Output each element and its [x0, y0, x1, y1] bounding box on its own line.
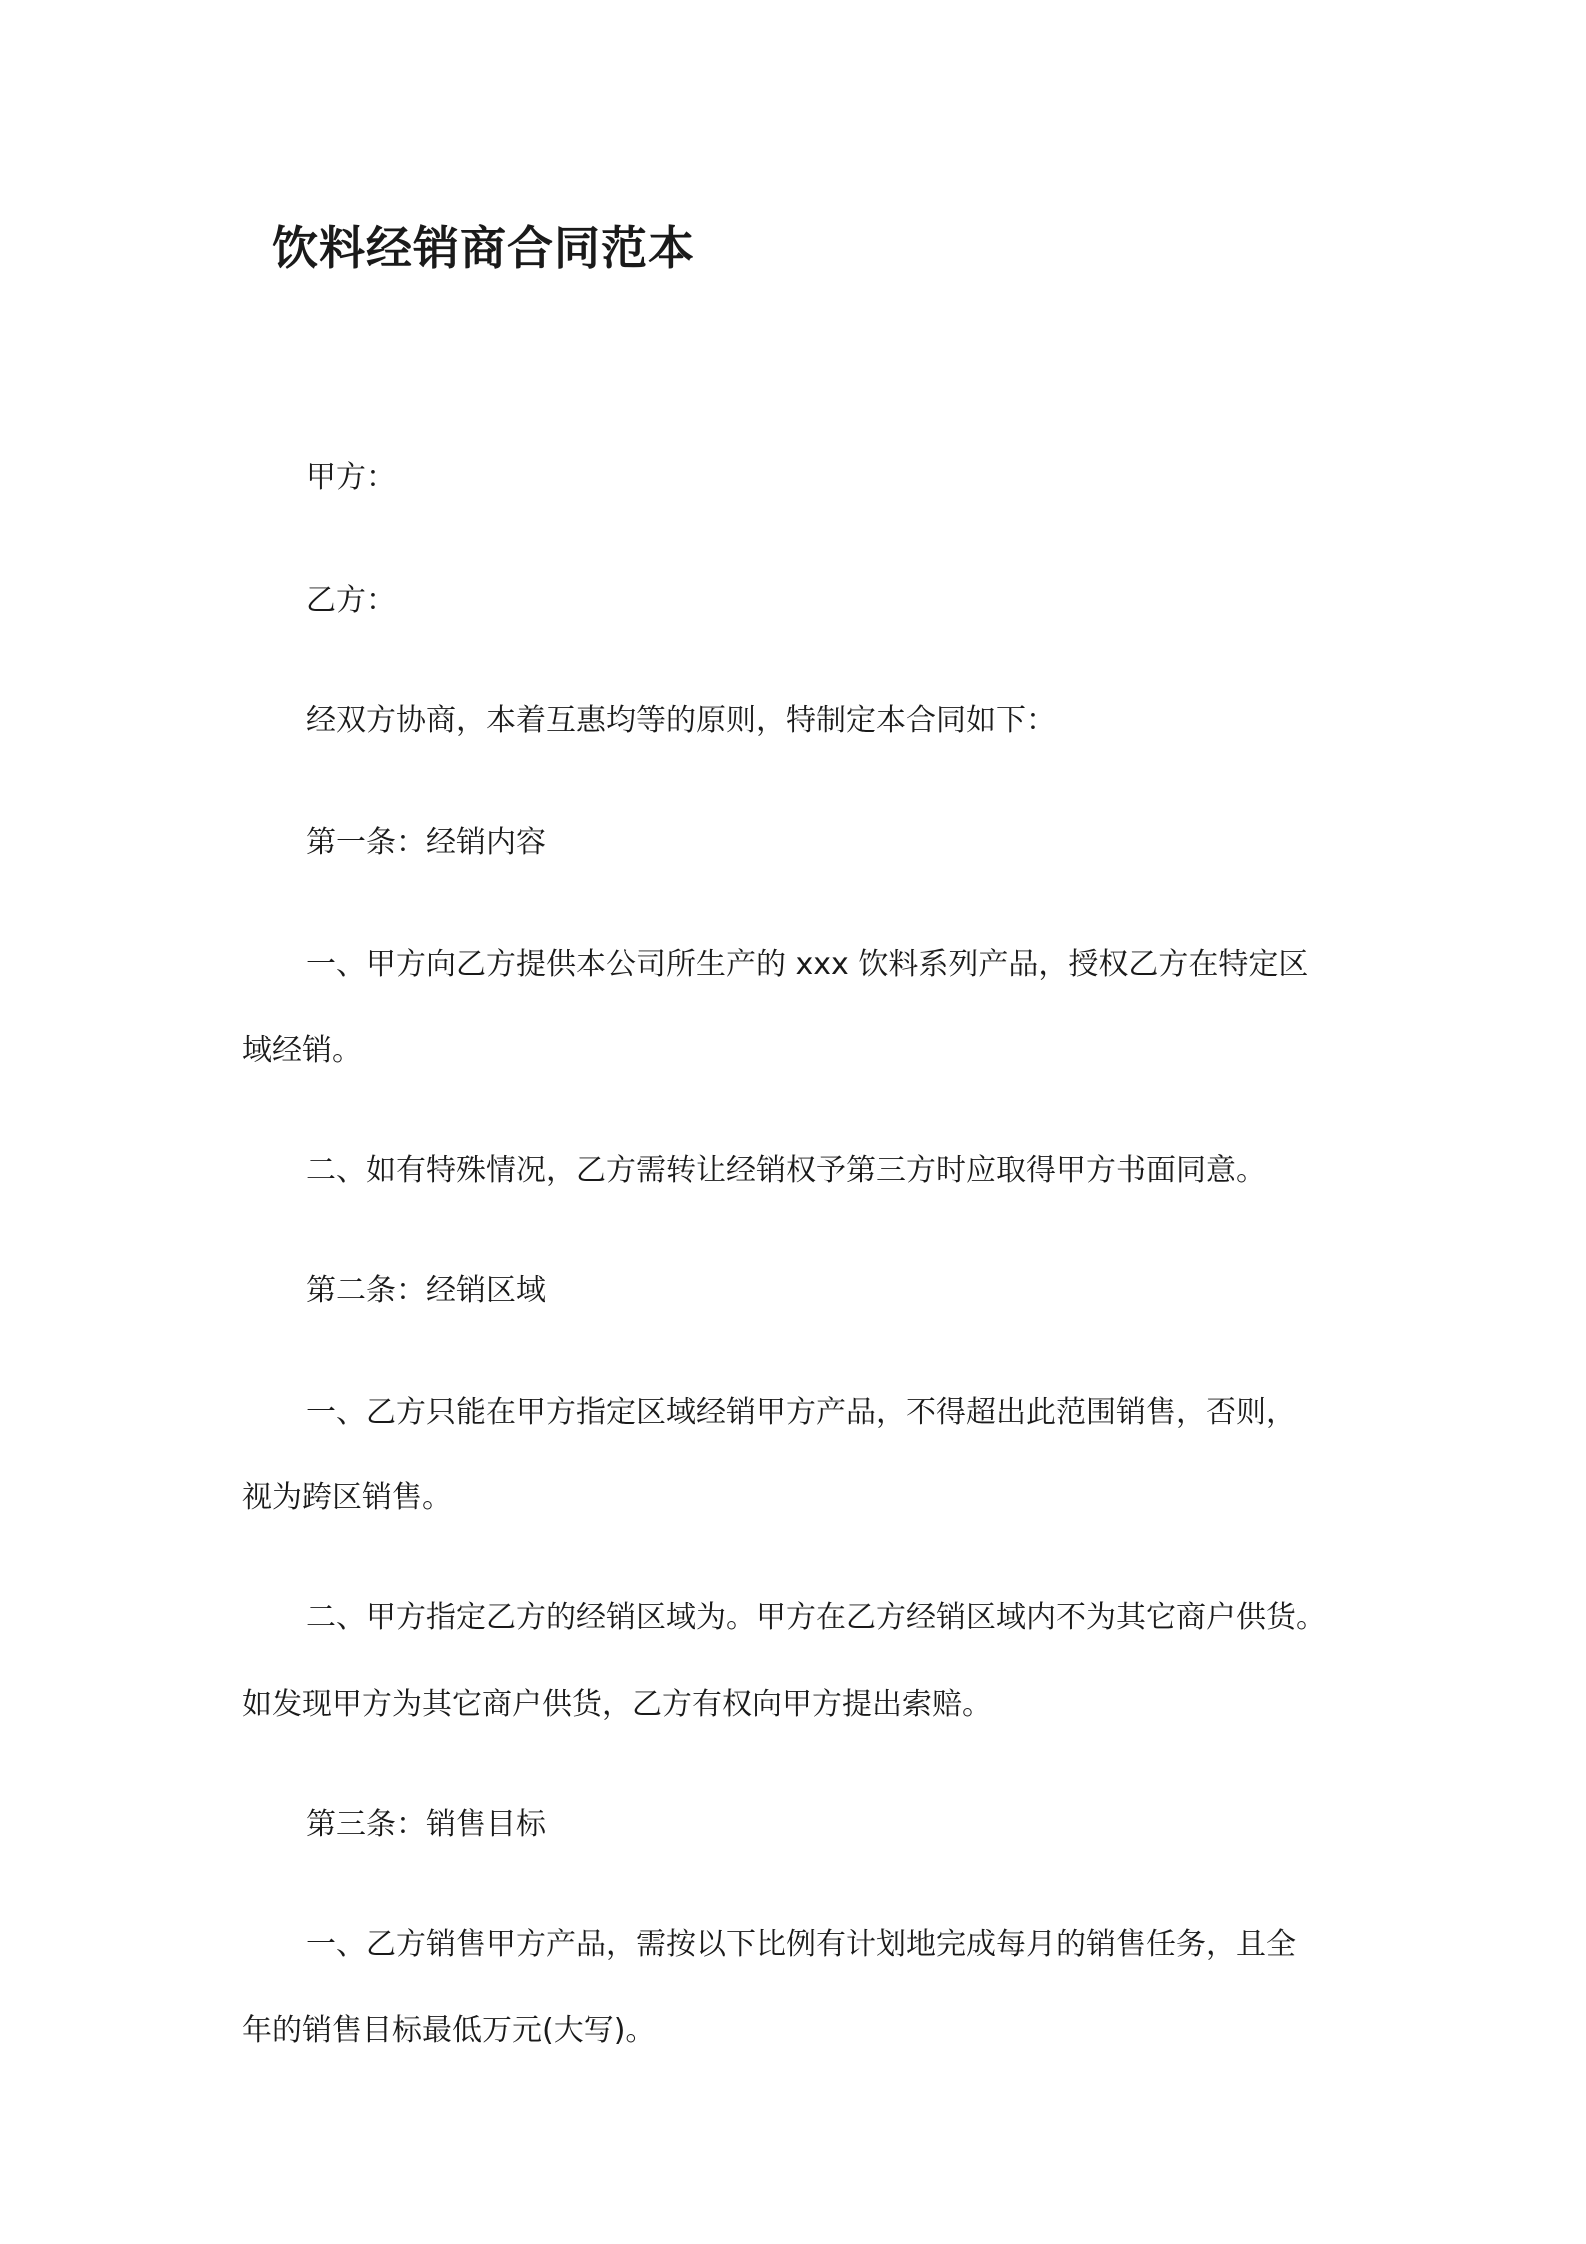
article-1-heading: 第一条：经销内容: [306, 825, 546, 860]
article-2-item-1-line-1: 一、乙方只能在甲方指定区域经销甲方产品，不得超出此范围销售，否则，: [306, 1395, 1296, 1430]
article-2-item-1-line-2: 视为跨区销售。: [242, 1480, 452, 1515]
article-3-item-1-line-1: 一、乙方销售甲方产品，需按以下比例有计划地完成每月的销售任务，且全: [306, 1927, 1296, 1962]
article-1-item-2-line: 二、如有特殊情况，乙方需转让经销权予第三方时应取得甲方书面同意。: [306, 1153, 1266, 1188]
article-3-item-1-line-2: 年的销售目标最低万元(大写)。: [242, 2013, 656, 2048]
article-1-item-1-line-2: 域经销。: [242, 1033, 362, 1068]
article-2-item-2-line-2: 如发现甲方为其它商户供货，乙方有权向甲方提出索赔。: [242, 1687, 992, 1722]
article-3-heading: 第三条：销售目标: [306, 1807, 546, 1842]
article-2-heading: 第二条：经销区域: [306, 1273, 546, 1308]
party-b-line: 乙方：: [306, 583, 396, 618]
document-title: 饮料经销商合同范本: [272, 221, 695, 275]
article-1-item-1-line-1: 一、甲方向乙方提供本公司所生产的 xxx 饮料系列产品，授权乙方在特定区: [306, 947, 1309, 982]
party-a-line: 甲方：: [306, 460, 396, 495]
preamble-line: 经双方协商，本着互惠均等的原则，特制定本合同如下：: [306, 703, 1056, 738]
article-2-item-2-line-1: 二、甲方指定乙方的经销区域为。甲方在乙方经销区域内不为其它商户供货。: [306, 1600, 1326, 1635]
